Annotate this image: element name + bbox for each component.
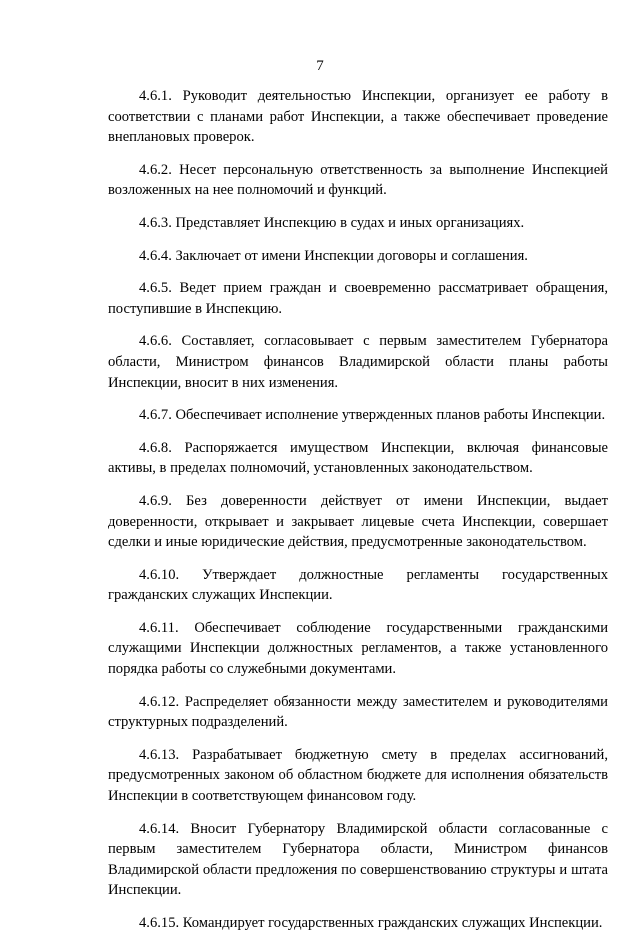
paragraph-4-6-4: 4.6.4. Заключает от имени Инспекции договоры и соглашения. (139, 247, 528, 264)
paragraph-4-6-6: 4.6.6. Составляет, согласовывает с первым заместителем Губернатора области, Министром финансов Владимирской области планы работы Инспекции, вносит в них изменения. (108, 333, 608, 391)
paragraph-4-6-11: 4.6.11. Обеспечивает соблюдение государственными гражданскими служащими Инспекции должностных регламентов, а также установленного порядка работы со служебными документами. (108, 619, 608, 678)
paragraph-4-6-8: 4.6.8. Распоряжается имуществом Инспекции, включая финансовые активы, в пределах полномочий, установленных законодательством. (108, 439, 608, 477)
paragraph-4-6-14: 4.6.14. Вносит Губернатору Владимирской области согласованные с первым заместителем Губернатора области, Министром финансов Владимирской области предложения по совершенствованию структуры и штата Инспекции. (108, 820, 608, 899)
page-number: 7 (316, 58, 324, 74)
paragraph-4-6-9: 4.6.9. Без доверенности действует от имени Инспекции, выдает доверенности, открывает и закрывает лицевые счета Инспекции, совершает сделки и иные юридические действия, предусмотренные законодательством. (108, 492, 608, 551)
document-body (108, 86, 608, 934)
paragraph-4-6-15: 4.6.15. Командирует государственных гражданских служащих Инспекции. (139, 915, 603, 931)
paragraph-4-6-12: 4.6.12. Распределяет обязанности между заместителем и руководителями структурных подразделений. (108, 693, 608, 731)
paragraph-4-6-10: 4.6.10. Утверждает должностные регламенты государственных гражданских служащих Инспекции. (108, 566, 608, 604)
paragraph-4-6-5: 4.6.5. Ведет прием граждан и своевременно рассматривает обращения, поступившие в Инспекцию. (108, 280, 608, 317)
paragraph-4-6-13: 4.6.13. Разрабатывает бюджетную смету в пределах ассигнований, предусмотренных законом об областном бюджете для исполнения обязательств Инспекции в соответствующем финансовом году. (108, 746, 608, 805)
paragraph-4-6-2: 4.6.2. Несет персональную ответственность за выполнение Инспекцией возложенных на нее полномочий и функций. (108, 161, 608, 199)
paragraph-4-6-3: 4.6.3. Представляет Инспекцию в судах и иных организациях. (139, 214, 525, 231)
paragraph-4-6-1: 4.6.1. Руководит деятельностью Инспекции, организует ее работу в соответствии с планами работ Инспекции, а также обеспечивает проведение внеплановых проверок. (108, 88, 608, 146)
paragraph-4-6-7: 4.6.7. Обеспечивает исполнение утвержденных планов работы Инспекции. (139, 407, 606, 424)
